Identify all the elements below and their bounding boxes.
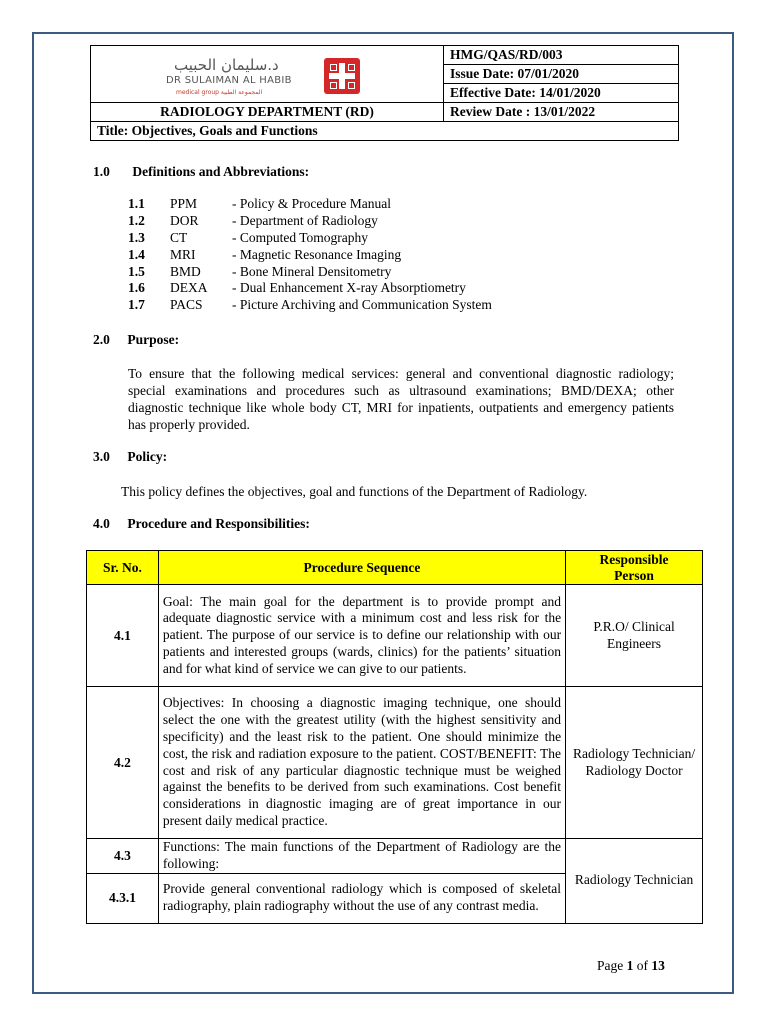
row-sr: 4.3.1 (87, 873, 159, 923)
purpose-text: To ensure that the following medical services: general and conventional diagnostic radiology; special examinations and procedures such as ultrasound examinations; BMD/DEXA; other diagnostic technique like whole body CT, MRI for inpatients, outpatients and emergency patients has properly provided. (128, 366, 674, 432)
logo-subtitle: medical group المجموعة الطبية (176, 89, 263, 96)
effective-date: Effective Date: 14/01/2020 (444, 84, 679, 103)
row-sequence: Goal: The main goal for the department is to provide prompt and adequate diagnostic service with a minimum cost and less risk for the patient. The purpose of our service is to define our relationship with our patients and interested groups (wards, clinics) for the patients’ situation and for what kind of service we can give to our patients. (158, 585, 565, 687)
logo-english-name: DR SULAIMAN AL HABIB (166, 75, 292, 86)
list-item: 1.2 DOR - Department of Radiology (128, 212, 378, 228)
table-row (87, 687, 703, 839)
section-procedure-heading: 4.0 Procedure and Responsibilities: (93, 516, 310, 531)
column-header-seq: Procedure Sequence (158, 551, 565, 585)
row-sr: 4.1 (87, 585, 159, 687)
table-row (87, 839, 703, 874)
page-number: Page 1 of 13 (597, 958, 665, 973)
issue-date: Issue Date: 07/01/2020 (444, 65, 679, 84)
definitions-list (128, 196, 492, 314)
department-name: RADIOLOGY DEPARTMENT (RD) (91, 103, 444, 122)
document-title: Title: Objectives, Goals and Functions (91, 122, 679, 141)
logo-cell (91, 46, 444, 103)
row-responsible: Radiology Technician (566, 839, 703, 924)
list-item: 1.5 BMD - Bone Mineral Densitometry (128, 263, 392, 279)
procedure-table (86, 550, 703, 924)
row-sr: 4.3 (87, 839, 159, 874)
list-item: 1.3 CT - Computed Tomography (128, 229, 369, 245)
row-sequence: Provide general conventional radiology which is composed of skeletal radiography, plain radiography without the use of any contrast media. (158, 873, 565, 923)
column-header-sr: Sr. No. (87, 551, 159, 585)
row-sequence: Functions: The main functions of the Department of Radiology are the following: (158, 839, 565, 874)
list-item: 1.6 DEXA - Dual Enhancement X-ray Absorptiometry (128, 280, 466, 296)
table-header-row (87, 551, 703, 585)
hospital-logo (166, 56, 386, 96)
list-item: 1.1 PPM - Policy & Procedure Manual (128, 196, 391, 211)
list-item: 1.4 MRI - Magnetic Resonance Imaging (128, 246, 402, 262)
column-header-resp: Responsible Person (566, 551, 703, 585)
row-responsible: P.R.O/ Clinical Engineers (566, 585, 703, 687)
section-definitions-heading: 1.0 Definitions and Abbreviations: (93, 164, 310, 179)
document-header (90, 45, 679, 141)
row-sr: 4.2 (87, 687, 159, 839)
section-purpose-heading: 2.0 Purpose: (93, 332, 180, 347)
logo-cross-icon (324, 58, 360, 94)
row-sequence: Objectives: In choosing a diagnostic imaging technique, one should select the one with the greatest utility (with the highest sensitivity and specificity) and the least risk to the patient. One should minimize the cost, the risk and radiation exposure to the patient. COST/BENEFIT: The cost and risk of any particular diagnostic technique must be weighed against the benefits to be derived from such examinations. Cost benefit considerations in diagnostic imaging are of great importance in our present daily medical practice. (158, 687, 565, 839)
doc-code: HMG/QAS/RD/003 (444, 46, 679, 65)
logo-arabic-name: د.سليمان الحبيب (174, 56, 279, 74)
review-date: Review Date : 13/01/2022 (444, 103, 679, 122)
table-row (87, 585, 703, 687)
list-item: 1.7 PACS - Picture Archiving and Communication System (128, 297, 492, 313)
row-responsible: Radiology Technician/ Radiology Doctor (566, 687, 703, 839)
policy-text: This policy defines the objectives, goal and functions of the Department of Radiology. (121, 484, 588, 499)
section-policy-heading: 3.0 Policy: (93, 449, 168, 464)
